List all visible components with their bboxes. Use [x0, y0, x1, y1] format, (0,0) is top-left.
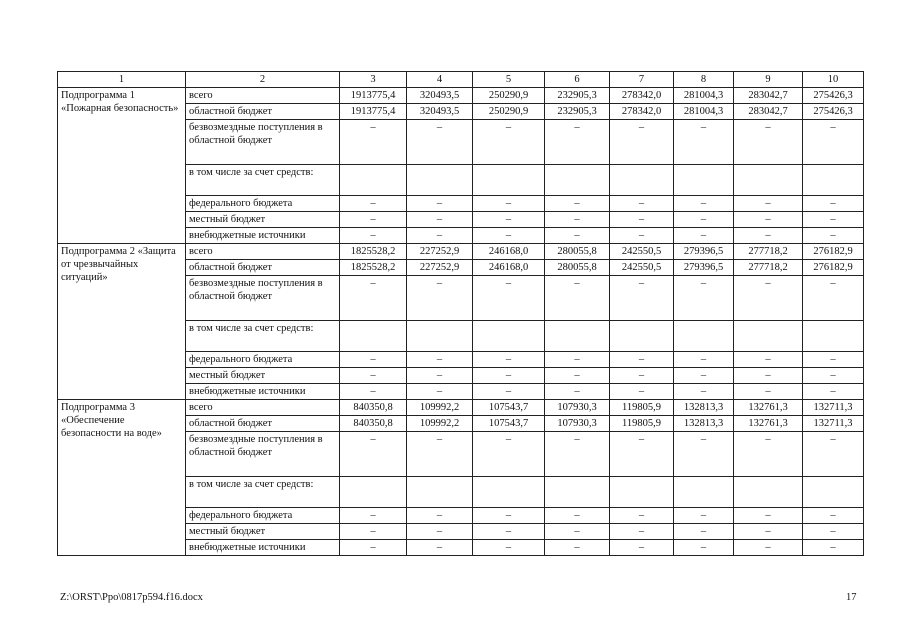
amount-cell: – [407, 228, 473, 244]
amount-cell: – [340, 276, 407, 321]
amount-cell [545, 165, 610, 196]
table-body [58, 72, 864, 556]
amount-cell [734, 477, 803, 508]
amount-cell: 283042,7 [734, 88, 803, 104]
amount-cell: – [340, 508, 407, 524]
amount-cell [674, 477, 734, 508]
amount-cell: – [734, 212, 803, 228]
amount-cell: – [734, 432, 803, 477]
funding-source-label: федерального бюджета [186, 508, 340, 524]
amount-cell: – [734, 524, 803, 540]
amount-cell: – [340, 196, 407, 212]
amount-cell: 840350,8 [340, 400, 407, 416]
amount-cell: – [803, 432, 864, 477]
funding-table [57, 71, 864, 556]
amount-cell [473, 321, 545, 352]
amount-cell: – [610, 120, 674, 165]
funding-source-label: областной бюджет [186, 260, 340, 276]
amount-cell: 242550,5 [610, 260, 674, 276]
amount-cell: – [407, 508, 473, 524]
amount-cell: – [610, 212, 674, 228]
column-number-header: 1 [58, 72, 186, 88]
amount-cell: – [473, 368, 545, 384]
funding-source-label: федерального бюджета [186, 352, 340, 368]
column-number-header: 4 [407, 72, 473, 88]
amount-cell: 242550,5 [610, 244, 674, 260]
funding-source-label: безвозмездные поступления в областной бюджет [186, 120, 340, 165]
amount-cell: – [340, 524, 407, 540]
amount-cell: – [610, 368, 674, 384]
amount-cell: 132761,3 [734, 416, 803, 432]
amount-cell: 109992,2 [407, 416, 473, 432]
amount-cell [340, 321, 407, 352]
amount-cell: – [473, 540, 545, 556]
funding-source-label: в том числе за счет средств: [186, 477, 340, 508]
amount-cell [545, 321, 610, 352]
amount-cell: 246168,0 [473, 260, 545, 276]
amount-cell: – [545, 276, 610, 321]
subprogram-name: Подпрограмма 1 «Пожарная безопасность» [58, 88, 186, 244]
table-row [58, 244, 864, 260]
amount-cell: – [803, 540, 864, 556]
amount-cell: – [407, 352, 473, 368]
amount-cell [803, 165, 864, 196]
amount-cell: – [407, 384, 473, 400]
amount-cell: – [674, 524, 734, 540]
amount-cell: – [340, 212, 407, 228]
amount-cell [734, 321, 803, 352]
funding-source-label: местный бюджет [186, 524, 340, 540]
amount-cell: 279396,5 [674, 244, 734, 260]
funding-source-label: всего [186, 244, 340, 260]
amount-cell: – [610, 276, 674, 321]
amount-cell: 283042,7 [734, 104, 803, 120]
amount-cell: – [803, 384, 864, 400]
amount-cell: 109992,2 [407, 400, 473, 416]
amount-cell: – [545, 196, 610, 212]
amount-cell [407, 165, 473, 196]
amount-cell [734, 165, 803, 196]
amount-cell: – [545, 508, 610, 524]
amount-cell [340, 165, 407, 196]
amount-cell: – [545, 228, 610, 244]
amount-cell [407, 477, 473, 508]
amount-cell: 840350,8 [340, 416, 407, 432]
amount-cell: – [407, 276, 473, 321]
amount-cell: 276182,9 [803, 260, 864, 276]
amount-cell: – [545, 524, 610, 540]
amount-cell: – [803, 120, 864, 165]
amount-cell: – [674, 352, 734, 368]
amount-cell: 132711,3 [803, 416, 864, 432]
amount-cell [610, 321, 674, 352]
amount-cell: – [473, 352, 545, 368]
column-number-header: 9 [734, 72, 803, 88]
table-row [58, 400, 864, 416]
amount-cell: – [674, 228, 734, 244]
amount-cell: 281004,3 [674, 104, 734, 120]
amount-cell: 107930,3 [545, 416, 610, 432]
amount-cell: 132711,3 [803, 400, 864, 416]
amount-cell: – [545, 120, 610, 165]
amount-cell: – [734, 384, 803, 400]
amount-cell: 280055,8 [545, 244, 610, 260]
amount-cell: – [473, 524, 545, 540]
funding-source-label: всего [186, 88, 340, 104]
amount-cell: – [545, 384, 610, 400]
amount-cell [610, 165, 674, 196]
amount-cell: 275426,3 [803, 104, 864, 120]
amount-cell: – [473, 508, 545, 524]
amount-cell [674, 321, 734, 352]
amount-cell [340, 477, 407, 508]
amount-cell: – [340, 540, 407, 556]
amount-cell: – [674, 508, 734, 524]
amount-cell: 277718,2 [734, 244, 803, 260]
amount-cell: – [674, 212, 734, 228]
amount-cell: – [473, 120, 545, 165]
amount-cell: 250290,9 [473, 88, 545, 104]
amount-cell: – [545, 352, 610, 368]
amount-cell [407, 321, 473, 352]
amount-cell: – [545, 432, 610, 477]
amount-cell: – [610, 508, 674, 524]
amount-cell: – [610, 384, 674, 400]
amount-cell [803, 321, 864, 352]
amount-cell: – [734, 368, 803, 384]
file-path: Z:\ORST\Ppo\0817p594.f16.docx [60, 592, 203, 603]
amount-cell: – [803, 524, 864, 540]
funding-source-label: безвозмездные поступления в областной бюджет [186, 276, 340, 321]
amount-cell: – [473, 212, 545, 228]
subprogram-name: Подпрограмма 3 «Обеспечение безопасности на воде» [58, 400, 186, 556]
funding-source-label: всего [186, 400, 340, 416]
amount-cell: – [674, 368, 734, 384]
funding-source-label: местный бюджет [186, 368, 340, 384]
funding-source-label: федерального бюджета [186, 196, 340, 212]
column-number-header: 3 [340, 72, 407, 88]
amount-cell: – [407, 524, 473, 540]
amount-cell: – [340, 120, 407, 165]
amount-cell: – [610, 228, 674, 244]
funding-source-label: в том числе за счет средств: [186, 321, 340, 352]
table-row [58, 88, 864, 104]
amount-cell: – [734, 120, 803, 165]
amount-cell: 227252,9 [407, 260, 473, 276]
funding-source-label: внебюджетные источники [186, 540, 340, 556]
amount-cell: – [340, 432, 407, 477]
funding-source-label: в том числе за счет средств: [186, 165, 340, 196]
amount-cell: – [610, 196, 674, 212]
amount-cell: – [407, 212, 473, 228]
amount-cell: – [473, 196, 545, 212]
amount-cell: – [407, 120, 473, 165]
amount-cell: – [674, 384, 734, 400]
amount-cell: – [610, 432, 674, 477]
amount-cell: 107930,3 [545, 400, 610, 416]
amount-cell [674, 165, 734, 196]
amount-cell: 280055,8 [545, 260, 610, 276]
amount-cell: – [545, 212, 610, 228]
amount-cell: – [674, 276, 734, 321]
amount-cell: – [803, 368, 864, 384]
amount-cell: – [803, 352, 864, 368]
amount-cell: 119805,9 [610, 400, 674, 416]
amount-cell: 281004,3 [674, 88, 734, 104]
amount-cell: – [340, 352, 407, 368]
amount-cell: – [803, 508, 864, 524]
amount-cell: – [734, 196, 803, 212]
amount-cell: – [340, 368, 407, 384]
amount-cell: 275426,3 [803, 88, 864, 104]
amount-cell [545, 477, 610, 508]
amount-cell: – [473, 432, 545, 477]
amount-cell: – [340, 384, 407, 400]
subprogram-name: Подпрограмма 2 «Защита от чрезвычайных ситуаций» [58, 244, 186, 400]
amount-cell: 132813,3 [674, 400, 734, 416]
funding-source-label: местный бюджет [186, 212, 340, 228]
amount-cell: – [734, 276, 803, 321]
amount-cell: – [473, 276, 545, 321]
amount-cell: – [610, 540, 674, 556]
column-number-header: 5 [473, 72, 545, 88]
amount-cell: – [340, 228, 407, 244]
funding-source-label: областной бюджет [186, 416, 340, 432]
header-row [58, 72, 864, 88]
funding-source-label: внебюджетные источники [186, 228, 340, 244]
amount-cell: 320493,5 [407, 104, 473, 120]
amount-cell [473, 165, 545, 196]
amount-cell: – [734, 352, 803, 368]
amount-cell: – [803, 276, 864, 321]
amount-cell: 1825528,2 [340, 244, 407, 260]
amount-cell: 320493,5 [407, 88, 473, 104]
amount-cell: 1913775,4 [340, 88, 407, 104]
amount-cell: 107543,7 [473, 400, 545, 416]
amount-cell: – [610, 352, 674, 368]
amount-cell: – [803, 196, 864, 212]
amount-cell: – [407, 432, 473, 477]
amount-cell: 250290,9 [473, 104, 545, 120]
column-number-header: 6 [545, 72, 610, 88]
amount-cell: – [674, 120, 734, 165]
amount-cell: 246168,0 [473, 244, 545, 260]
amount-cell [803, 477, 864, 508]
amount-cell: 107543,7 [473, 416, 545, 432]
amount-cell: – [545, 368, 610, 384]
amount-cell: 232905,3 [545, 88, 610, 104]
amount-cell: – [545, 540, 610, 556]
column-number-header: 2 [186, 72, 340, 88]
amount-cell: 1913775,4 [340, 104, 407, 120]
amount-cell: 132761,3 [734, 400, 803, 416]
amount-cell: – [407, 368, 473, 384]
amount-cell: – [407, 540, 473, 556]
funding-source-label: безвозмездные поступления в областной бюджет [186, 432, 340, 477]
amount-cell: – [803, 228, 864, 244]
amount-cell: 278342,0 [610, 104, 674, 120]
amount-cell: – [610, 524, 674, 540]
amount-cell [473, 477, 545, 508]
amount-cell: 119805,9 [610, 416, 674, 432]
amount-cell: – [734, 228, 803, 244]
amount-cell: 277718,2 [734, 260, 803, 276]
amount-cell: 278342,0 [610, 88, 674, 104]
amount-cell [610, 477, 674, 508]
amount-cell: – [674, 540, 734, 556]
amount-cell: – [674, 432, 734, 477]
page-number: 17 [846, 592, 857, 603]
funding-source-label: областной бюджет [186, 104, 340, 120]
column-number-header: 8 [674, 72, 734, 88]
amount-cell: 279396,5 [674, 260, 734, 276]
amount-cell: 1825528,2 [340, 260, 407, 276]
amount-cell: 132813,3 [674, 416, 734, 432]
amount-cell: 276182,9 [803, 244, 864, 260]
amount-cell: – [674, 196, 734, 212]
amount-cell: – [407, 196, 473, 212]
amount-cell: 232905,3 [545, 104, 610, 120]
column-number-header: 10 [803, 72, 864, 88]
amount-cell: – [734, 508, 803, 524]
amount-cell: – [734, 540, 803, 556]
funding-source-label: внебюджетные источники [186, 384, 340, 400]
amount-cell: – [473, 384, 545, 400]
amount-cell: – [473, 228, 545, 244]
amount-cell: 227252,9 [407, 244, 473, 260]
amount-cell: – [803, 212, 864, 228]
column-number-header: 7 [610, 72, 674, 88]
